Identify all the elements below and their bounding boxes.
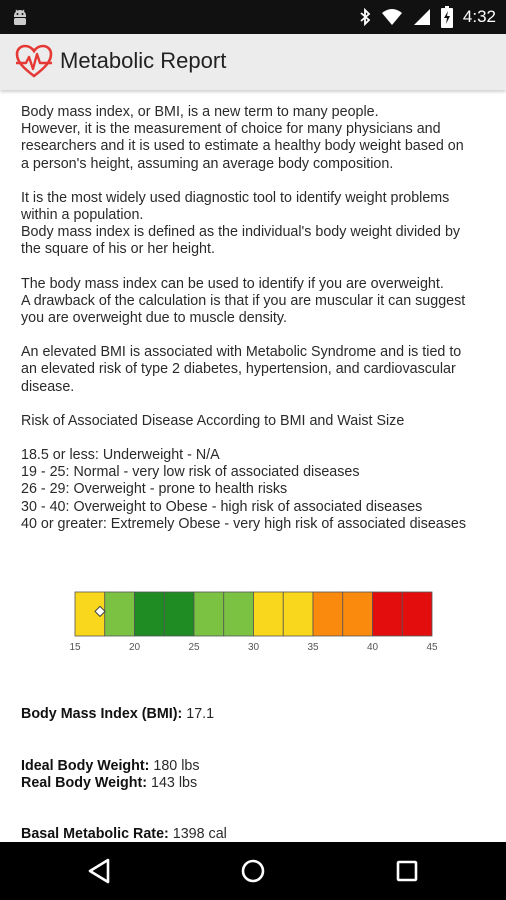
intro-section bbox=[21, 104, 487, 396]
bmi-segment bbox=[343, 592, 373, 636]
risk-list bbox=[21, 447, 487, 533]
intro-paragraph bbox=[21, 276, 487, 328]
real-weight-result: Real Body Weight: 143 lbs bbox=[21, 775, 198, 791]
app-title: Metabolic Report bbox=[60, 48, 227, 73]
paragraph-line: Body mass index, or BMI, is a new term to many people. bbox=[21, 104, 379, 120]
real-weight-value: 143 lbs bbox=[151, 775, 198, 791]
intro-paragraph bbox=[21, 190, 487, 259]
bmi-value: 17.1 bbox=[186, 706, 215, 722]
paragraph-line: It is the most widely used diagnostic tool to identify weight problems bbox=[21, 189, 450, 206]
bmi-tick-label: 25 bbox=[188, 642, 200, 653]
report-content bbox=[21, 104, 487, 533]
nav-bar bbox=[0, 842, 506, 900]
cell-signal-icon bbox=[413, 8, 431, 26]
bmr-label: Basal Metabolic Rate bbox=[21, 826, 165, 842]
paragraph-line: An elevated BMI is associated with Metabolic Syndrome and is tied to bbox=[21, 344, 462, 361]
risk-item: 26 - 29: Overweight - prone to health risks bbox=[21, 481, 288, 498]
paragraph-line: you are overweight due to muscle density. bbox=[21, 310, 287, 327]
ideal-weight-result: Ideal Body Weight: 180 lbs bbox=[21, 758, 200, 774]
paragraph-line: However, it is the measurement of choice for many physicians and bbox=[21, 121, 441, 138]
back-icon[interactable] bbox=[82, 854, 116, 888]
bmi-tick-label: 20 bbox=[128, 642, 141, 653]
bmr-result: Basal Metabolic Rate: 1398 cal bbox=[21, 826, 227, 842]
status-bar bbox=[0, 0, 506, 34]
paragraph-line: within a population. bbox=[21, 207, 144, 224]
paragraph-line: A drawback of the calculation is that if you are muscular it can suggest bbox=[21, 292, 466, 309]
bmi-segment bbox=[373, 592, 403, 636]
wifi-icon bbox=[381, 8, 403, 26]
risk-item: 40 or greater: Extremely Obese - very high risk of associated diseases bbox=[21, 515, 466, 532]
bmi-segment bbox=[283, 592, 313, 636]
bmi-segment bbox=[224, 592, 254, 636]
real-weight-label: Real Body Weight bbox=[21, 775, 143, 791]
risk-item: 19 - 25: Normal - very low risk of associated diseases bbox=[21, 464, 360, 481]
bluetooth-icon bbox=[359, 8, 371, 26]
bmi-tick-label: 45 bbox=[426, 642, 438, 653]
bmr-value: 1398 cal bbox=[172, 826, 227, 842]
bmi-result: Body Mass Index (BMI): 17.1 bbox=[21, 706, 215, 722]
ideal-weight-value: 180 lbs bbox=[153, 758, 200, 774]
bmi-tick-label: 40 bbox=[366, 642, 379, 653]
risk-item: 30 - 40: Overweight to Obese - high risk of associated diseases bbox=[21, 498, 423, 515]
bmi-segment bbox=[135, 592, 165, 636]
paragraph-line: the square of his or her height. bbox=[21, 241, 215, 258]
android-icon bbox=[10, 7, 30, 27]
paragraph-line: The body mass index can be used to identify if you are overweight. bbox=[21, 275, 444, 292]
intro-paragraph bbox=[21, 344, 487, 396]
bmi-segment bbox=[164, 592, 194, 636]
battery-charging-icon bbox=[441, 6, 453, 28]
bmi-segment bbox=[105, 592, 135, 636]
bmi-segment bbox=[194, 592, 224, 636]
bmi-tick-label: 30 bbox=[247, 642, 260, 653]
home-icon[interactable] bbox=[236, 854, 270, 888]
risk-item: 18.5 or less: Underweight - N/A bbox=[21, 447, 220, 464]
bmi-tick-label: 35 bbox=[307, 642, 319, 653]
bmi-tick-label: 15 bbox=[69, 642, 81, 653]
ideal-weight-label: Ideal Body Weight bbox=[21, 758, 145, 774]
status-time: 4:32 bbox=[462, 7, 496, 26]
bmi-segment bbox=[402, 592, 432, 636]
bmi-segment bbox=[313, 592, 343, 636]
recents-icon[interactable] bbox=[390, 854, 424, 888]
bmi-segment bbox=[254, 592, 284, 636]
heart-pulse-icon bbox=[14, 42, 54, 82]
bmi-label: Body Mass Index (BMI) bbox=[21, 706, 178, 722]
paragraph-line: disease. bbox=[21, 378, 75, 395]
paragraph-line: Body mass index is defined as the individual's body weight divided by bbox=[21, 224, 461, 241]
intro-paragraph bbox=[21, 104, 487, 173]
paragraph-line: researchers and it is used to estimate a healthy body weight based on bbox=[21, 138, 464, 155]
app-bar bbox=[0, 34, 506, 90]
paragraph-line: a person's height, assuming an average body composition. bbox=[21, 155, 394, 172]
paragraph-line: an elevated risk of type 2 diabetes, hypertension, and cardiovascular bbox=[21, 361, 456, 378]
risk-heading: Risk of Associated Disease According to BMI and Waist Size bbox=[21, 412, 405, 429]
bmi-scale-chart bbox=[69, 586, 441, 656]
